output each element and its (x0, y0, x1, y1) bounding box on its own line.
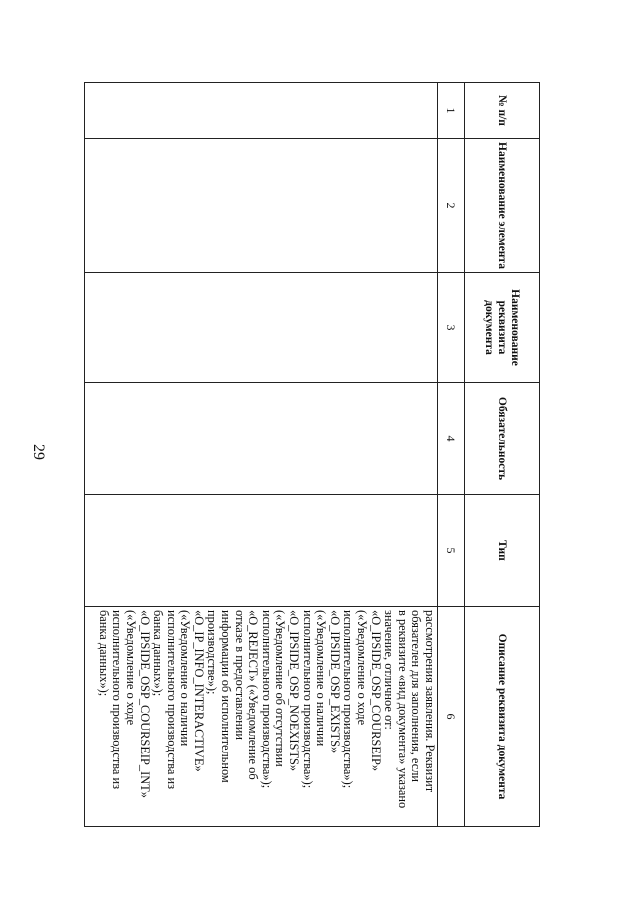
description-text (96, 610, 436, 824)
description-line: рассмотрения заявления. Реквизит (423, 610, 437, 793)
column-number-row (438, 83, 465, 827)
page-number: 29 (30, 444, 47, 460)
table-row (85, 83, 438, 827)
cell-element-name (85, 139, 438, 273)
rotated-table-container (84, 82, 540, 826)
column-number-6: 6 (438, 607, 465, 827)
description-line: производстве»); (205, 610, 220, 695)
description-line: в реквизите «вид документа» указано (395, 610, 410, 809)
description-line: («Уведомление о ходе (355, 610, 370, 726)
cell-mandatory (85, 383, 438, 495)
description-line: «O_IPSIDE_OSP_EXISTS» (327, 610, 342, 754)
description-line: информации об исполнительном (219, 610, 234, 783)
description-line: исполнительного производства»); (341, 610, 356, 789)
header-element-name: Наименование элемента (465, 139, 540, 273)
requisites-table (84, 82, 540, 827)
header-requisite-name: Наименование реквизита документа (465, 273, 540, 383)
cell-description (85, 607, 438, 827)
header-mandatory: Обязательность (465, 383, 540, 495)
description-line: «O_IPSIDE_OSP_NOEXISTS» (287, 610, 302, 772)
description-line: исполнительного производства»); (300, 610, 315, 789)
column-number-3: 3 (438, 273, 465, 383)
description-line: «O_IPSIDE_OSP_COURSEIP» (368, 610, 383, 772)
description-line: («Уведомление об отсутствии (273, 610, 288, 767)
description-line: исполнительного производства из (110, 610, 125, 790)
description-line: «O_IP_INFO_INTERACTIVE» (191, 610, 206, 772)
description-line: банка данных»); (96, 610, 111, 697)
description-line: исполнительного производства из (164, 610, 179, 790)
cell-type (85, 495, 438, 607)
column-number-1: 1 (438, 83, 465, 139)
header-row (465, 83, 540, 827)
cell-number (85, 83, 438, 139)
description-line: («Уведомление о ходе (123, 610, 138, 726)
description-line: («Уведомление о наличии (314, 610, 329, 747)
column-number-2: 2 (438, 139, 465, 273)
description-line: обязателен для заполнения, если (409, 610, 424, 783)
header-number: № п/п (465, 83, 540, 139)
header-description: Описание реквизита документа (465, 607, 540, 827)
description-line: значение, отличное от: (382, 610, 397, 730)
header-type: Тип (465, 495, 540, 607)
column-number-4: 4 (438, 383, 465, 495)
description-line: («Уведомление о наличии (178, 610, 193, 747)
description-line: отказе в предоставлении (232, 610, 247, 741)
description-line: исполнительного производства»); (259, 610, 274, 789)
description-line: «O_IPSIDE_OSP_COURSEIP_INT» (137, 610, 152, 798)
description-line: «O_REJECT» («Уведомление об (246, 610, 261, 780)
description-line: банка данных»); (151, 610, 166, 697)
column-number-5: 5 (438, 495, 465, 607)
cell-requisite-name (85, 273, 438, 383)
